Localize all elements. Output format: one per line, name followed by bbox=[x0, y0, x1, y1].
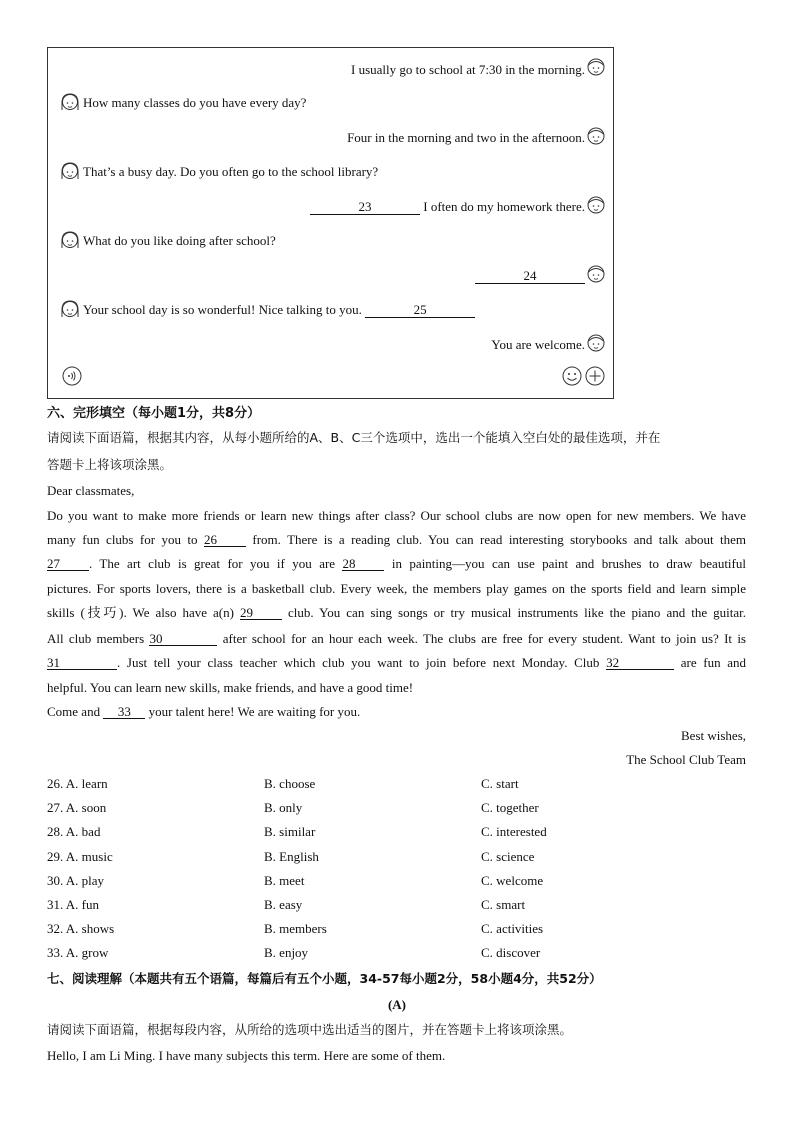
boy-avatar-icon bbox=[586, 125, 606, 147]
passage-text: skills (技巧). We also have a(n) bbox=[47, 605, 240, 620]
option-b: B. members bbox=[264, 921, 327, 936]
blank-31: 31 bbox=[47, 656, 117, 670]
instruction-line: 请阅读下面语篇，根据每段内容，从所给的选项中选出适当的图片，并在答题卡上将该项涂黑。 bbox=[47, 1022, 573, 1037]
passage-line bbox=[47, 655, 746, 671]
option-a: 30. A. play bbox=[47, 873, 105, 888]
option-a: 32. A. shows bbox=[47, 921, 115, 936]
blank-25: 25 bbox=[365, 303, 475, 318]
letter-closing: Best wishes, bbox=[681, 728, 746, 743]
passage-text: after school for an hour each week. The clubs are free for every student. Want to join us? It is bbox=[217, 631, 746, 646]
blank-33: 33 bbox=[103, 705, 145, 719]
passage-text: Come and bbox=[47, 704, 104, 719]
passage-text: from. There is a reading club. You can read interesting storybooks and talk about them bbox=[245, 532, 746, 547]
option-b: B. meet bbox=[264, 873, 305, 888]
letter-greeting: Dear classmates, bbox=[47, 483, 135, 498]
chat-message-girl bbox=[83, 302, 475, 318]
instruction-line: 答题卡上将该项涂黑。 bbox=[47, 457, 173, 472]
boy-avatar-icon bbox=[586, 263, 606, 285]
add-icon[interactable] bbox=[585, 366, 605, 386]
option-a: 27. A. soon bbox=[47, 800, 107, 815]
chat-message-girl: That’s a busy day. Do you often go to the school library? bbox=[83, 164, 379, 179]
passage-line bbox=[47, 605, 746, 621]
option-c: C. smart bbox=[481, 897, 526, 912]
passage-text: . The art club is great for you if you are bbox=[89, 556, 343, 571]
boy-avatar-icon bbox=[586, 56, 606, 78]
passage-line: helpful. You can learn new skills, make friends, and have a good time! bbox=[47, 680, 414, 695]
passage-text: in painting—you can use paint and brushes to draw beautiful bbox=[384, 556, 746, 571]
blank-26: 26 bbox=[204, 533, 246, 547]
boy-avatar-icon bbox=[586, 194, 606, 216]
option-a: 28. A. bad bbox=[47, 824, 101, 839]
chat-message-boy: I usually go to school at 7:30 in the morning. bbox=[351, 62, 585, 77]
option-a: 31. A. fun bbox=[47, 897, 99, 912]
option-c: C. activities bbox=[481, 921, 544, 936]
boy-avatar-icon bbox=[586, 332, 606, 354]
passage-line bbox=[47, 532, 746, 548]
passage-text: club. You can sing songs or try musical instruments like the piano and the guitar. bbox=[281, 605, 746, 620]
blank-23: 23 bbox=[310, 200, 420, 215]
passage-text: are fun and bbox=[674, 655, 746, 670]
girl-avatar-icon bbox=[60, 91, 80, 113]
passage-label: (A) bbox=[387, 997, 407, 1012]
chat-message-girl: How many classes do you have every day? bbox=[83, 95, 307, 110]
instruction-line: 请阅读下面语篇，根据其内容，从每小题所给的A、B、C三个选项中，选出一个能填入空白处的最佳选项，并在 bbox=[47, 430, 661, 445]
chat-message-boy: Four in the morning and two in the afternoon. bbox=[347, 130, 585, 145]
passage-line bbox=[47, 556, 746, 572]
option-a: 33. A. grow bbox=[47, 945, 109, 960]
option-b: B. enjoy bbox=[264, 945, 309, 960]
emoji-icon[interactable] bbox=[562, 366, 582, 386]
passage-line: Do you want to make more friends or learn new things after class? Our school clubs are now open for new members. We have bbox=[47, 508, 746, 523]
blank-32: 32 bbox=[606, 656, 674, 670]
option-b: B. easy bbox=[264, 897, 303, 912]
section-heading-reading: 七、阅读理解（本题共有五个语篇，每篇后有五个小题，34-57每小题2分，58小题4分，共52分） bbox=[47, 971, 602, 986]
blank-29: 29 bbox=[240, 606, 282, 620]
chat-message-boy bbox=[310, 199, 585, 215]
passage-line: Hello, I am Li Ming. I have many subjects this term. Here are some of them. bbox=[47, 1048, 446, 1063]
passage-line bbox=[47, 704, 360, 720]
option-c: C. together bbox=[481, 800, 539, 815]
girl-avatar-icon bbox=[60, 298, 80, 320]
option-b: B. only bbox=[264, 800, 303, 815]
option-c: C. discover bbox=[481, 945, 541, 960]
letter-signature: The School Club Team bbox=[626, 752, 746, 767]
passage-text: . Just tell your class teacher which club you want to join before next Monday. Club bbox=[117, 655, 607, 670]
blank-24: 24 bbox=[475, 269, 585, 284]
option-b: B. similar bbox=[264, 824, 316, 839]
option-c: C. science bbox=[481, 849, 535, 864]
chat-message-boy bbox=[475, 268, 585, 284]
option-a: 29. A. music bbox=[47, 849, 113, 864]
passage-text: many fun clubs for you to bbox=[47, 532, 204, 547]
option-b: B. choose bbox=[264, 776, 316, 791]
option-a: 26. A. learn bbox=[47, 776, 108, 791]
chat-message-girl: What do you like doing after school? bbox=[83, 233, 276, 248]
girl-avatar-icon bbox=[60, 160, 80, 182]
chat-dialog-box bbox=[47, 47, 614, 399]
option-c: C. welcome bbox=[481, 873, 544, 888]
blank-30: 30 bbox=[149, 632, 217, 646]
chat-message-boy: You are welcome. bbox=[491, 337, 585, 352]
chat-text: Your school day is so wonderful! Nice talking to you. bbox=[83, 302, 366, 317]
option-c: C. interested bbox=[481, 824, 547, 839]
passage-text: All club members bbox=[47, 631, 150, 646]
option-b: B. English bbox=[264, 849, 319, 864]
passage-line bbox=[47, 631, 746, 647]
chat-text: I often do my homework there. bbox=[420, 199, 585, 214]
option-c: C. start bbox=[481, 776, 519, 791]
blank-27: 27 bbox=[47, 557, 89, 571]
girl-avatar-icon bbox=[60, 229, 80, 251]
voice-icon[interactable] bbox=[62, 366, 82, 386]
passage-text: your talent here! We are waiting for you. bbox=[145, 704, 361, 719]
blank-28: 28 bbox=[342, 557, 384, 571]
section-heading-cloze: 六、完形填空（每小题1分，共8分） bbox=[47, 406, 261, 421]
passage-line: pictures. For sports lovers, there is a basketball club. Every week, the members play games on the sports field and learn simple bbox=[47, 581, 746, 596]
